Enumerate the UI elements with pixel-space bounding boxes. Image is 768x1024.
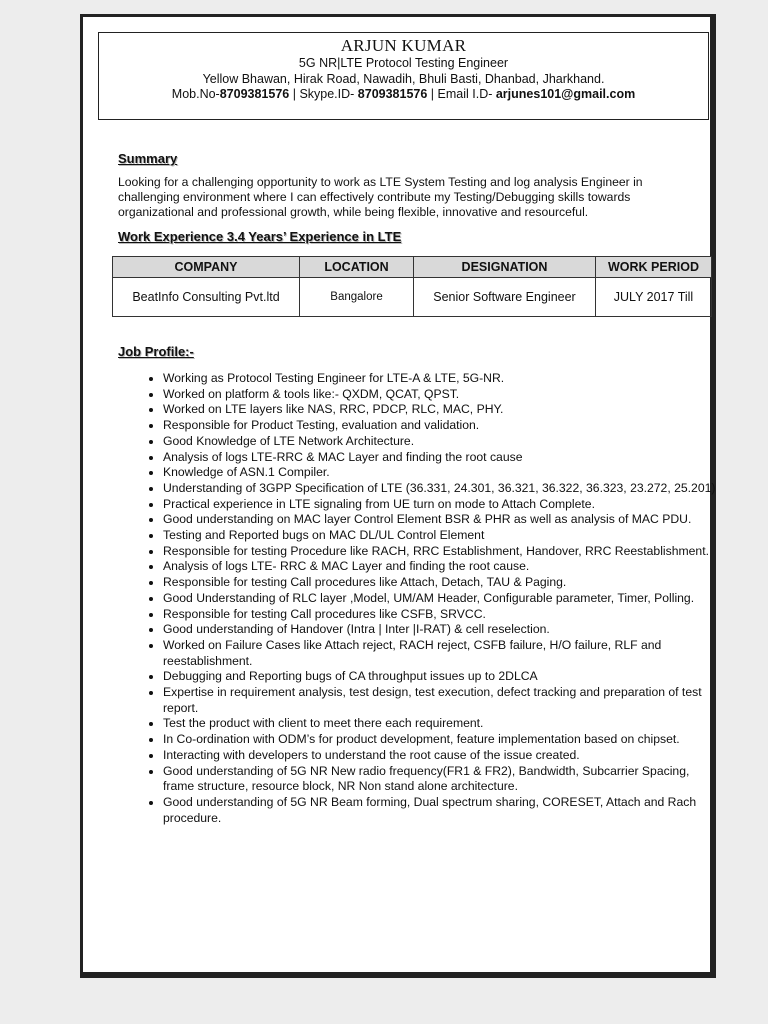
list-item: • Debugging and Reporting bugs of CA throughput issues up to 2DLCA <box>163 669 723 685</box>
email-address[interactable]: arjunes101@gmail.com <box>495 87 636 101</box>
experience-table <box>112 256 712 317</box>
column-header: DESIGNATION <box>414 257 596 278</box>
address: Yellow Bhawan, Hirak Road, Nawadih, Bhuli Basti, Dhanbad, Jharkhand. <box>202 71 605 86</box>
table-row <box>113 278 712 317</box>
list-item: • Analysis of logs LTE-RRC & MAC Layer and finding the root cause <box>163 450 723 466</box>
list-item: • Responsible for testing Procedure like RACH, RRC Establishment, Handover, RRC Reestablishment. <box>163 544 723 560</box>
mob-label: Mob.No- <box>171 87 220 101</box>
company-cell: BeatInfo Consulting Pvt.ltd <box>113 278 300 317</box>
column-header: COMPANY <box>113 257 300 278</box>
list-item: • Analysis of logs LTE- RRC & MAC Layer and finding the root cause. <box>163 559 723 575</box>
table-header-row <box>113 257 712 278</box>
job-profile-list <box>137 371 723 826</box>
list-item: • Worked on Failure Cases like Attach reject, RACH reject, CSFB failure, H/O failure, RLF and reestablishment. <box>163 638 723 669</box>
experience-heading: Work Experience 3.4 Years’ Experience in LTE <box>118 229 402 244</box>
designation-cell: Senior Software Engineer <box>414 278 596 317</box>
skype-id: 8709381576 <box>357 87 428 101</box>
list-item: • Good Knowledge of LTE Network Architecture. <box>163 434 723 450</box>
email-label: | Email I.D- <box>427 87 496 101</box>
list-item: • Responsible for Product Testing, evaluation and validation. <box>163 418 723 434</box>
list-item: • Worked on LTE layers like NAS, RRC, PDCP, RLC, MAC, PHY. <box>163 402 723 418</box>
column-header: LOCATION <box>300 257 414 278</box>
column-header: WORK PERIOD <box>596 257 712 278</box>
list-item: • Good understanding of 5G NR New radio frequency(FR1 & FR2), Bandwidth, Subcarrier Spacing, frame structure, resource block, NR Non stand alone architecture. <box>163 764 723 795</box>
location-cell: Bangalore <box>300 278 414 317</box>
list-item: • Testing and Reported bugs on MAC DL/UL Control Element <box>163 528 723 544</box>
candidate-name: ARJUN KUMAR <box>340 36 467 55</box>
job-title: 5G NR|LTE Protocol Testing Engineer <box>298 56 509 70</box>
contact-line <box>99 87 708 103</box>
list-item: • Good understanding of Handover (Intra | Inter |I-RAT) & cell reselection. <box>163 622 723 638</box>
list-item: • Responsible for testing Call procedures like Attach, Detach, TAU & Paging. <box>163 575 723 591</box>
work-period-cell: JULY 2017 Till <box>596 278 712 317</box>
list-item: • Good understanding on MAC layer Control Element BSR & PHR as well as analysis of MAC PDU. <box>163 512 723 528</box>
job-profile-heading: Job Profile:- <box>118 344 194 359</box>
resume-page <box>80 14 716 978</box>
skype-label: | Skype.ID- <box>289 87 358 101</box>
list-item: • Interacting with developers to understand the root cause of the issue created. <box>163 748 723 764</box>
summary-text: Looking for a challenging opportunity to work as LTE System Testing and log analysis Engineer in challenging environment where I can effectively contribute my Testing/Debugging skills towards organizational and professional growth, while being flexible, innovative and resourceful. <box>118 175 643 219</box>
list-item: • Worked on platform & tools like:- QXDM, QCAT, QPST. <box>163 387 723 403</box>
list-item: • In Co-ordination with ODM’s for product development, feature implementation based on chipset. <box>163 732 723 748</box>
list-item: • Responsible for testing Call procedures like CSFB, SRVCC. <box>163 607 723 623</box>
mobile-number: 8709381576 <box>219 87 290 101</box>
list-item: • Expertise in requirement analysis, test design, test execution, defect tracking and preparation of test report. <box>163 685 723 716</box>
list-item: • Knowledge of ASN.1 Compiler. <box>163 465 723 481</box>
list-item: • Test the product with client to meet there each requirement. <box>163 716 723 732</box>
list-item: • Understanding of 3GPP Specification of LTE (36.331, 24.301, 36.321, 36.322, 36.323, 23.272, 25.201) <box>163 481 723 497</box>
summary-heading: Summary <box>118 151 178 166</box>
list-item: • Good understanding of 5G NR Beam forming, Dual spectrum sharing, CORESET, Attach and Rach procedure. <box>163 795 723 826</box>
list-item: • Practical experience in LTE signaling from UE turn on mode to Attach Complete. <box>163 497 723 513</box>
list-item: • Good Understanding of RLC layer ,Model, UM/AM Header, Configurable parameter, Timer, Polling. <box>163 591 723 607</box>
list-item: • Working as Protocol Testing Engineer for LTE-A & LTE, 5G-NR. <box>163 371 723 387</box>
contact-header <box>98 32 709 120</box>
